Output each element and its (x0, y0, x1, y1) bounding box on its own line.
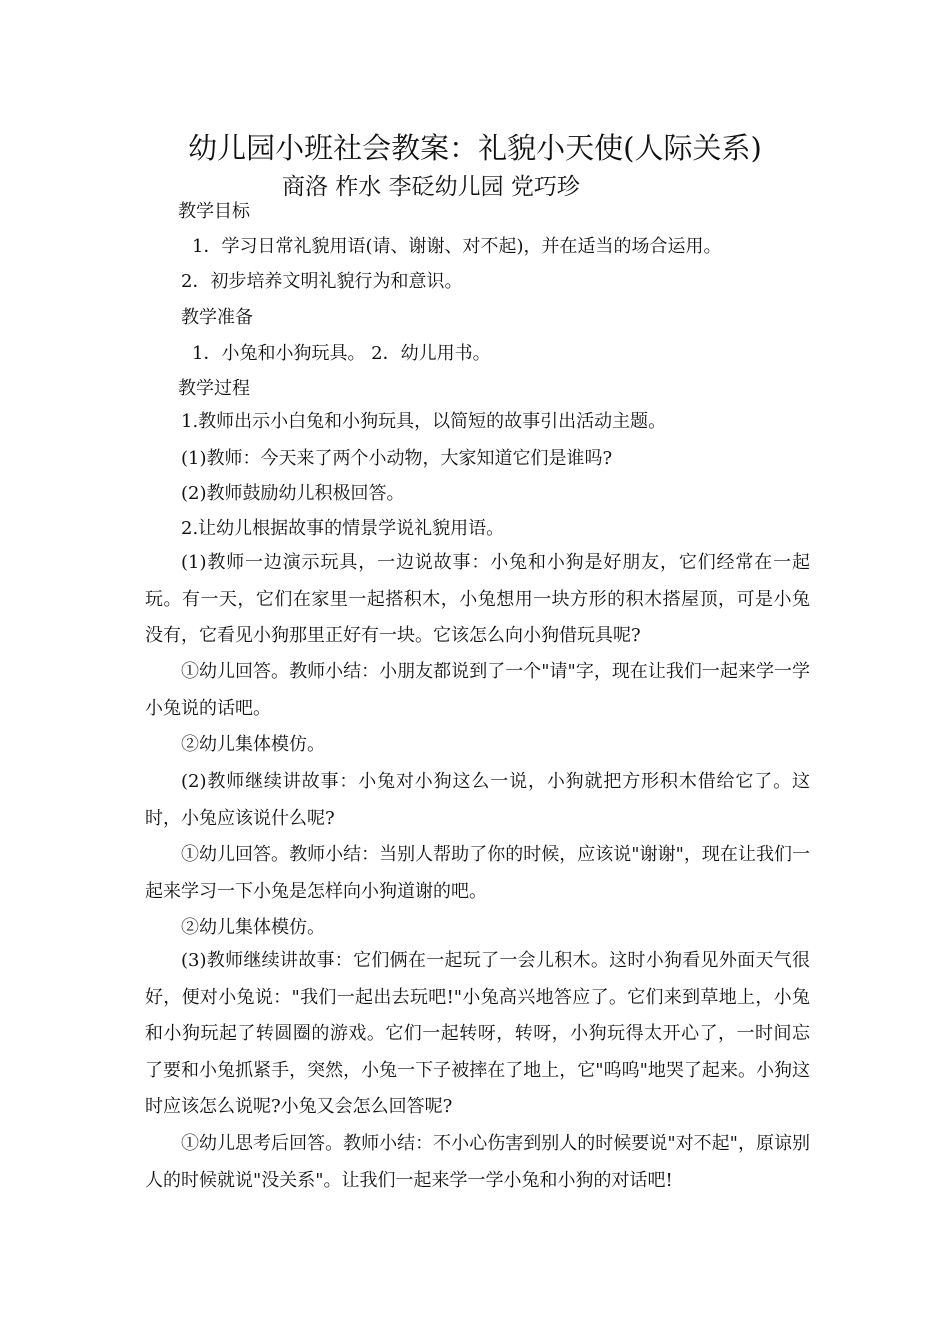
process-paragraph: ②幼儿集体模仿。 (181, 917, 325, 938)
process-paragraph: ①幼儿思考后回答。教师小结：不小心伤害到别人的时候要说"对不起"，原谅别人的时候就说"没关系"。让我们一起来学一学小兔和小狗的对话吧! (145, 1133, 810, 1191)
goal-item: 2．初步培养文明礼貌行为和意识。 (181, 271, 463, 292)
section-heading-goals: 教学目标 (178, 201, 250, 222)
process-step: 1.教师出示小白兔和小狗玩具，以简短的故事引出活动主题。 (181, 411, 667, 432)
process-step: 2.让幼儿根据故事的情景学说礼貌用语。 (181, 518, 505, 539)
section-heading-preparation: 教学准备 (181, 307, 253, 328)
document-author: 商洛 柞水 李砭幼儿园 党巧珍 (282, 174, 580, 200)
process-paragraph: (1)教师一边演示玩具，一边说故事：小兔和小狗是好朋友，它们经常在一起玩。有一天，它们在家里一起搭积木，小兔想用一块方形的积木搭屋顶，可是小兔没有，它看见小狗那里正好有一块。它该怎么向小狗借玩具呢? (145, 552, 810, 646)
process-paragraph: ②幼儿集体模仿。 (181, 734, 325, 755)
process-paragraph: ①幼儿回答。教师小结：当别人帮助了你的时候，应该说"谢谢"，现在让我们一起来学习一下小兔是怎样向小狗道谢的吧。 (145, 844, 810, 902)
goal-item: 1．学习日常礼貌用语(请、谢谢、对不起)，并在适当的场合运用。 (192, 236, 722, 257)
process-paragraph: (2)教师继续讲故事：小兔对小狗这么一说，小狗就把方形积木借给它了。这时，小兔应该说什么呢? (145, 771, 810, 829)
process-paragraph: (3)教师继续讲故事：它们俩在一起玩了一会儿积木。这时小狗看见外面天气很好，便对小兔说："我们一起出去玩吧!"小兔高兴地答应了。它们来到草地上，小兔和小狗玩起了转圆圈的游戏。它们一起转呀，转呀，小狗玩得太开心了，一时间忘了要和小兔抓紧手，突然，小兔一下子被摔在了地上，它"呜呜"地哭了起来。小狗这时应该怎么说呢?小兔又会怎么回答呢? (145, 950, 810, 1117)
section-heading-process: 教学过程 (178, 378, 250, 399)
process-substep: (2)教师鼓励幼儿积极回答。 (181, 483, 405, 504)
process-paragraph: ①幼儿回答。教师小结：小朋友都说到了一个"请"字，现在让我们一起来学一学小兔说的话吧。 (145, 661, 810, 719)
document-title: 幼儿园小班社会教案：礼貌小天使(人际关系) (188, 131, 762, 165)
process-substep: (1)教师：今天来了两个小动物，大家知道它们是谁吗? (181, 448, 613, 469)
preparation-item: 1．小兔和小狗玩具。 2．幼儿用书。 (192, 343, 491, 364)
